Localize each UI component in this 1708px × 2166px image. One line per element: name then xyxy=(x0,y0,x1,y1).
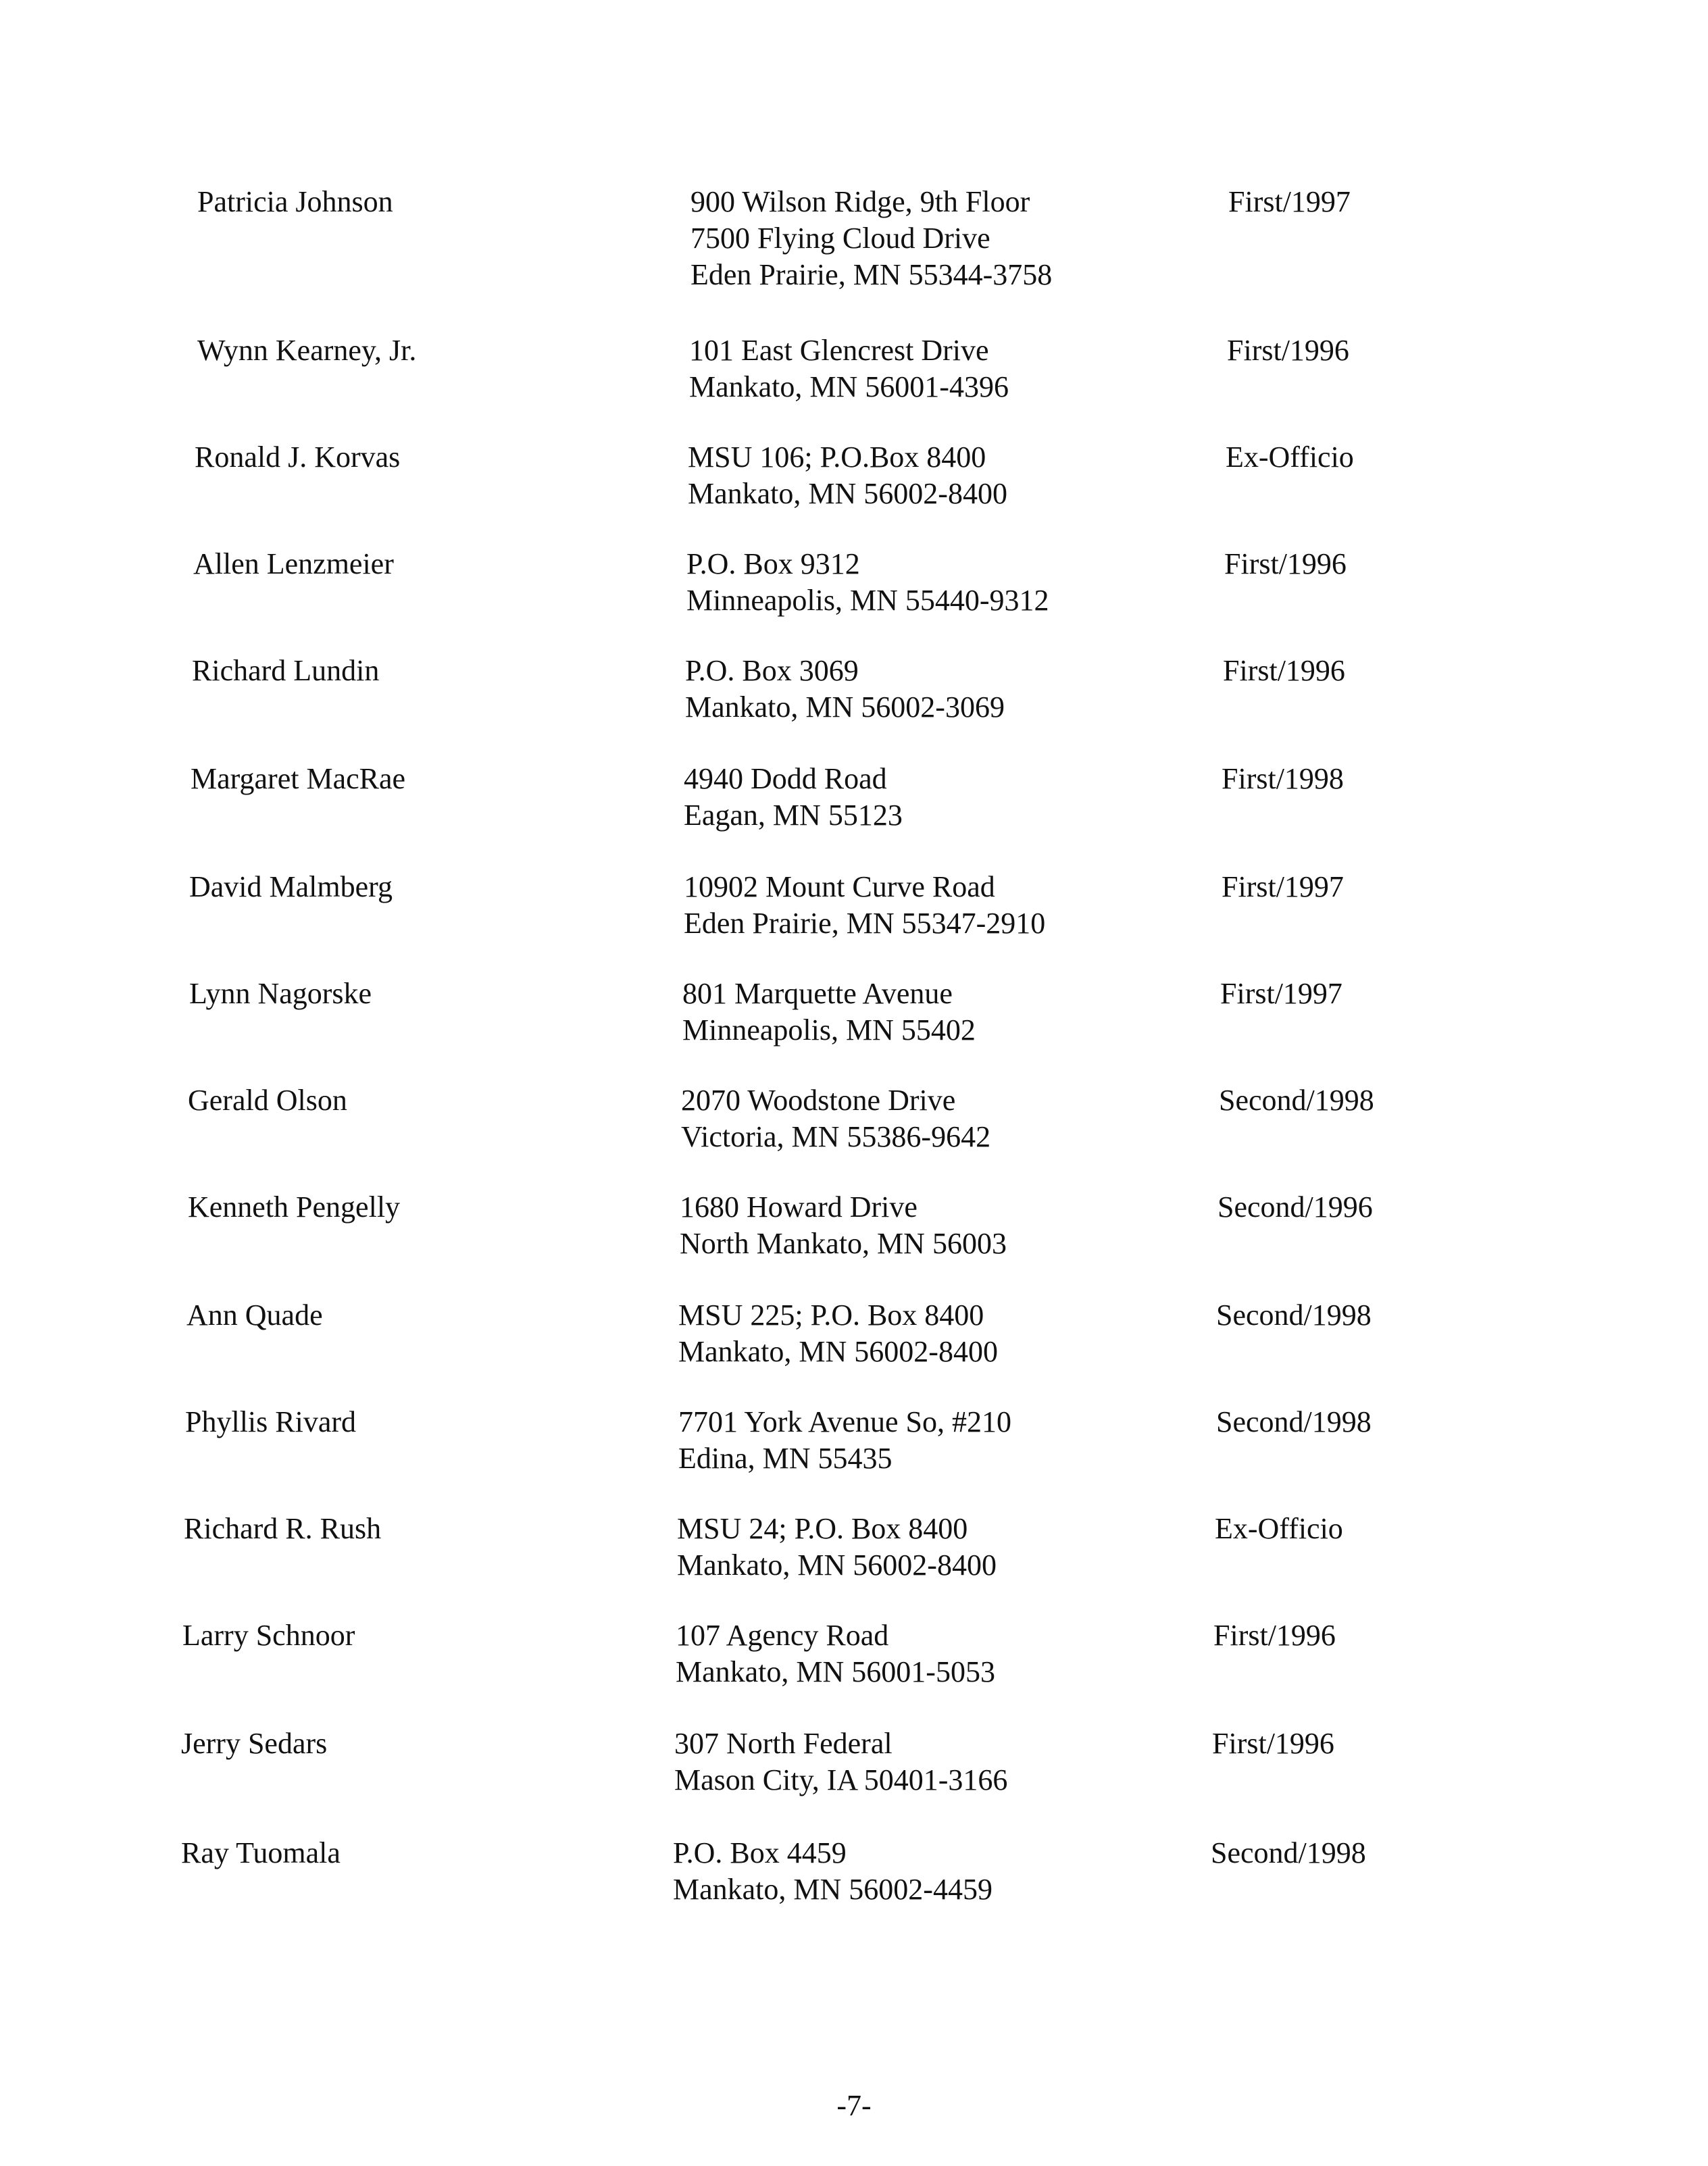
member-name: Ray Tuomala xyxy=(181,1836,341,1869)
member-term: First/1996 xyxy=(1223,654,1345,687)
member-term: Ex-Officio xyxy=(1226,440,1354,474)
address-line: 107 Agency Road xyxy=(676,1619,889,1652)
list-item xyxy=(0,1617,1708,1719)
member-name: Richard R. Rush xyxy=(184,1512,382,1545)
member-term: First/1997 xyxy=(1228,185,1351,218)
member-address xyxy=(674,1726,1007,1798)
list-item xyxy=(0,653,1708,754)
address-line: P.O. Box 9312 xyxy=(686,547,860,580)
member-address xyxy=(673,1835,993,1908)
member-name: David Malmberg xyxy=(189,870,393,903)
member-address xyxy=(681,1082,990,1155)
page-number: -7- xyxy=(836,2089,872,2122)
address-line: Mankato, MN 56002-4459 xyxy=(673,1873,993,1906)
member-name: Jerry Sedars xyxy=(181,1727,328,1760)
address-line: P.O. Box 4459 xyxy=(673,1836,847,1869)
address-line: 900 Wilson Ridge, 9th Floor xyxy=(690,185,1030,218)
member-name: Phyllis Rivard xyxy=(185,1405,357,1438)
member-term: Second/1998 xyxy=(1211,1836,1366,1869)
member-address xyxy=(678,1404,1011,1477)
member-term: First/1996 xyxy=(1224,547,1347,580)
list-item xyxy=(0,1404,1708,1505)
address-line: MSU 106; P.O.Box 8400 xyxy=(688,440,986,474)
member-term: First/1997 xyxy=(1220,977,1342,1010)
member-address xyxy=(686,546,1049,619)
member-term: First/1996 xyxy=(1227,334,1349,367)
address-line: Mankato, MN 56001-4396 xyxy=(689,370,1009,403)
member-term: First/1998 xyxy=(1222,762,1344,795)
address-line: Mankato, MN 56001-5053 xyxy=(676,1655,995,1688)
address-line: 801 Marquette Avenue xyxy=(682,977,953,1010)
address-line: Mankato, MN 56002-8400 xyxy=(688,477,1007,510)
address-line: Eagan, MN 55123 xyxy=(684,799,903,832)
member-address xyxy=(684,761,903,834)
address-line: 2070 Woodstone Drive xyxy=(681,1084,956,1117)
member-address xyxy=(676,1617,995,1690)
address-line: Minneapolis, MN 55440-9312 xyxy=(686,584,1049,617)
address-line: 7500 Flying Cloud Drive xyxy=(690,222,990,255)
member-term: First/1996 xyxy=(1212,1727,1334,1760)
address-line: 10902 Mount Curve Road xyxy=(684,870,995,903)
member-address xyxy=(680,1189,1007,1262)
member-term: Second/1996 xyxy=(1217,1190,1373,1224)
address-line: North Mankato, MN 56003 xyxy=(680,1227,1007,1260)
member-term: Ex-Officio xyxy=(1215,1512,1343,1545)
list-item xyxy=(0,869,1708,970)
address-line: 4940 Dodd Road xyxy=(684,762,887,795)
member-term: First/1997 xyxy=(1222,870,1344,903)
member-name: Wynn Kearney, Jr. xyxy=(197,334,417,367)
member-address xyxy=(685,653,1005,726)
member-name: Patricia Johnson xyxy=(197,185,393,218)
address-line: Mankato, MN 56002-8400 xyxy=(678,1335,998,1368)
member-term: Second/1998 xyxy=(1219,1084,1374,1117)
address-line: Minneapolis, MN 55402 xyxy=(682,1013,976,1047)
member-name: Margaret MacRae xyxy=(191,762,406,795)
member-term: First/1996 xyxy=(1213,1619,1336,1652)
address-line: 101 East Glencrest Drive xyxy=(689,334,989,367)
member-name: Gerald Olson xyxy=(188,1084,347,1117)
list-item xyxy=(0,184,1708,291)
address-line: MSU 225; P.O. Box 8400 xyxy=(678,1299,984,1332)
address-line: 307 North Federal xyxy=(674,1727,893,1760)
list-item xyxy=(0,761,1708,862)
member-address xyxy=(690,184,1052,293)
address-line: Victoria, MN 55386-9642 xyxy=(681,1120,991,1153)
member-term: Second/1998 xyxy=(1216,1405,1372,1438)
member-address xyxy=(682,976,976,1049)
member-address xyxy=(678,1297,998,1370)
address-line: MSU 24; P.O. Box 8400 xyxy=(677,1512,968,1545)
member-address xyxy=(677,1511,997,1584)
list-item xyxy=(0,332,1708,434)
member-name: Larry Schnoor xyxy=(182,1619,355,1652)
member-address xyxy=(684,869,1045,942)
address-line: Edina, MN 55435 xyxy=(678,1442,893,1475)
address-line: Mankato, MN 56002-3069 xyxy=(685,690,1005,724)
address-line: P.O. Box 3069 xyxy=(685,654,859,687)
member-name: Lynn Nagorske xyxy=(189,977,372,1010)
address-line: 7701 York Avenue So, #210 xyxy=(678,1405,1012,1438)
address-line: Eden Prairie, MN 55347-2910 xyxy=(684,907,1046,940)
address-line: Eden Prairie, MN 55344-3758 xyxy=(690,258,1053,291)
member-name: Allen Lenzmeier xyxy=(193,547,394,580)
list-item xyxy=(0,439,1708,540)
address-line: 1680 Howard Drive xyxy=(680,1190,918,1224)
member-name: Ronald J. Korvas xyxy=(195,440,401,474)
member-name: Ann Quade xyxy=(186,1299,323,1332)
address-line: Mason City, IA 50401-3166 xyxy=(674,1763,1008,1796)
member-name: Richard Lundin xyxy=(192,654,380,687)
list-item xyxy=(0,1835,1708,1936)
member-term: Second/1998 xyxy=(1216,1299,1372,1332)
member-address xyxy=(689,332,1009,405)
list-item xyxy=(0,1082,1708,1184)
list-item xyxy=(0,1726,1708,1827)
member-address xyxy=(688,439,1007,512)
list-item xyxy=(0,1511,1708,1612)
list-item xyxy=(0,1189,1708,1290)
address-line: Mankato, MN 56002-8400 xyxy=(677,1548,997,1582)
member-name: Kenneth Pengelly xyxy=(188,1190,401,1224)
list-item xyxy=(0,976,1708,1077)
list-item xyxy=(0,546,1708,647)
list-item xyxy=(0,1297,1708,1399)
